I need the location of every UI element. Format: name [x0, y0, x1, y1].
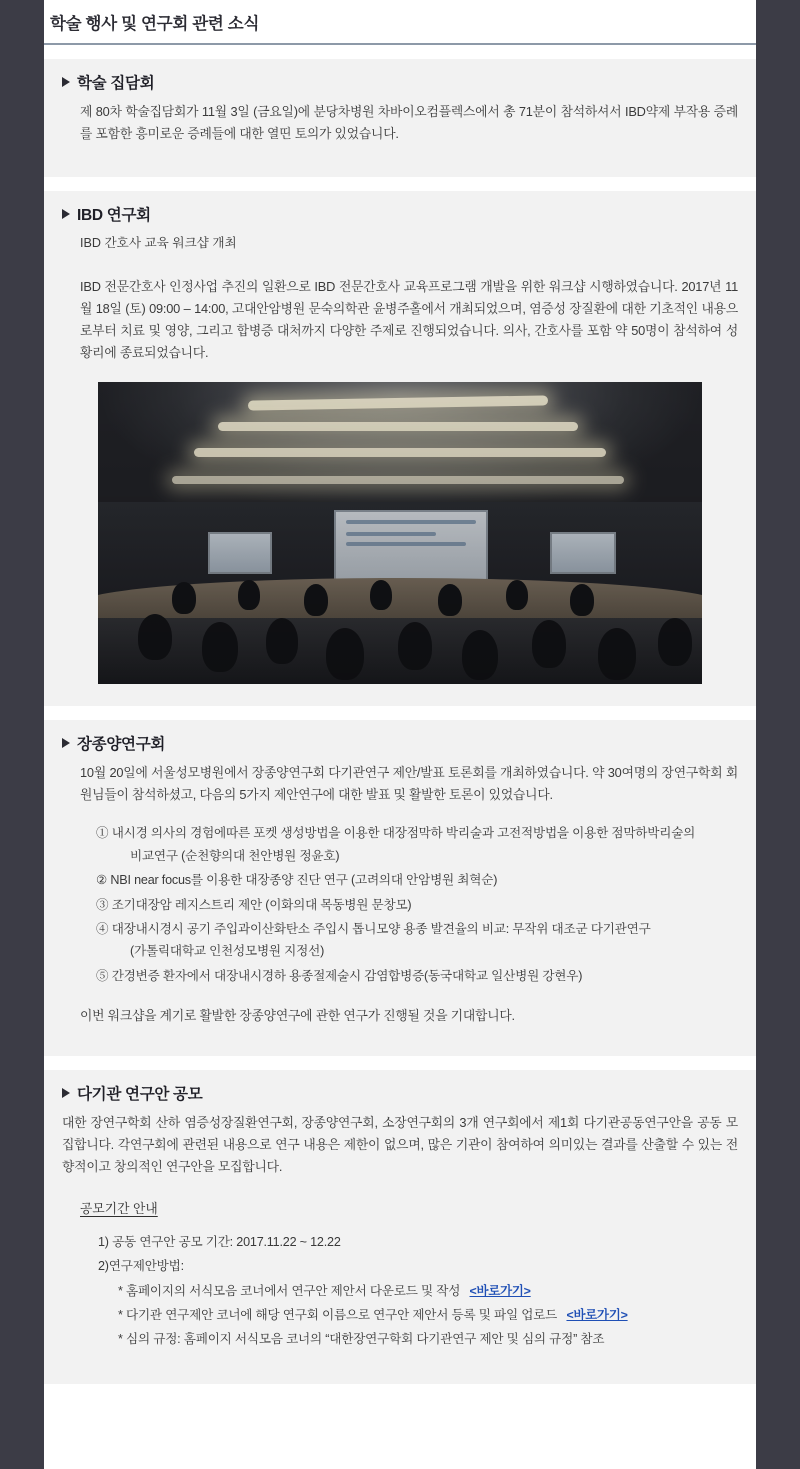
triangle-right-icon	[62, 1088, 70, 1098]
list-item-text: * 다기관 연구제안 코너에 해당 연구회 이름으로 연구안 제안서 등록 및 파일 업로드	[118, 1307, 558, 1322]
section-subtitle: IBD 간호사 교육 워크샵 개최	[80, 236, 237, 250]
list-item-marker: ⑤	[96, 968, 109, 983]
section-paragraph: 대한 장연구학회 산하 염증성장질환연구회, 장종양연구회, 소장연구회의 3개 연구회에서 제1회 다기관공동연구안을 공동 모집합니다. 각연구회에 관련된 내용으로 연구 내용은 제한이 없으며, 많은 기관이 참여하여 의미있는 결과를 산출할 수 있는 전향적이고 창의적인 연구안을 모집합니다.	[62, 1115, 738, 1175]
list-item-marker: ④	[96, 922, 109, 937]
section-title: 장종양연구회	[77, 736, 166, 754]
section-header	[62, 71, 738, 93]
list-item: 2)연구제안방법:	[98, 1258, 184, 1273]
section-closing-text: 이번 워크샵을 계기로 활발한 장종양연구에 관한 연구가 진행될 것을 기대합니다.	[80, 1008, 515, 1024]
list-item: 1) 공동 연구안 공모 기간: 2017.11.22 ~ 12.22	[98, 1235, 341, 1250]
photo-audience-head	[398, 622, 432, 670]
photo-side-screen	[550, 532, 616, 574]
photo-side-screen	[208, 532, 272, 574]
section-header	[62, 1082, 738, 1104]
go-link-form-download[interactable]: <바로가기>	[469, 1283, 531, 1298]
triangle-right-icon	[62, 209, 70, 219]
list-item-text: NBI near focus를 이용한 대장종양 진단 연구 (고려의대 안암병원 최혁순)	[110, 873, 498, 888]
spacer	[62, 145, 738, 159]
photo-audience-head	[532, 620, 566, 668]
workshop-photo	[98, 382, 702, 684]
photo-audience-head	[238, 580, 260, 610]
photo-audience-head	[438, 584, 462, 616]
list-item-text: * 홈페이지의 서식모음 코너에서 연구안 제안서 다운로드 및 작성	[118, 1283, 461, 1298]
list-item-text: 간경변증 환자에서 대장내시경하 용종절제술시 감염합병증(동국대학교 일산병원 강현우)	[111, 968, 583, 983]
application-period-list	[98, 1231, 738, 1278]
subsection-heading: 공모기간 안내	[80, 1201, 158, 1217]
list-item	[118, 1304, 738, 1328]
photo-screen-line	[346, 532, 436, 536]
photo-audience-head	[266, 618, 298, 664]
submission-method-list	[118, 1280, 738, 1352]
spacer	[62, 1024, 738, 1038]
photo-audience-head	[138, 614, 172, 660]
photo-audience-head	[202, 622, 238, 672]
triangle-right-icon	[62, 77, 70, 87]
section-paragraph: 10월 20일에 서울성모병원에서 장종양연구회 다기관연구 제안/발표 토론회를 개최하였습니다. 약 30여명의 장연구학회 회원님들이 참석하셨고, 다음의 5가지 제안연구에 대한 발표 및 활발한 토론이 있었습니다.	[80, 765, 738, 803]
photo-audience-head	[506, 580, 528, 610]
photo-audience-head	[658, 618, 692, 666]
photo-ceiling-light	[194, 448, 606, 457]
section-ibd-study-group	[44, 191, 756, 706]
section-intestinal-tumor-study-group	[44, 720, 756, 1056]
go-link-proposal-upload[interactable]: <바로가기>	[566, 1307, 628, 1322]
left-gutter	[0, 0, 44, 1469]
list-item	[118, 1280, 738, 1304]
list-item-marker: ①	[96, 826, 109, 841]
section-paragraph: 제 80차 학술집담회가 11월 3일 (금요일)에 분당차병원 차바이오컴플렉스에서 총 71분이 참석하셔서 IBD약제 부작용 증례를 포함한 흥미로운 증례들에 대한 열띤 토의가 있었습니다.	[80, 104, 738, 141]
photo-audience-head	[598, 628, 636, 680]
photo-ceiling-light	[172, 476, 624, 484]
section-title: 학술 집담회	[77, 75, 155, 92]
section-multicenter-research-call	[44, 1070, 756, 1383]
document-content	[44, 0, 756, 1384]
right-gutter	[756, 0, 800, 1469]
list-item	[118, 1328, 738, 1352]
photo-audience-head	[462, 630, 498, 680]
list-item-continuation: (가톨릭대학교 인천성모병원 지정선)	[130, 944, 325, 959]
list-item-marker: ③	[96, 897, 109, 912]
section-title: 다기관 연구안 공모	[77, 1086, 203, 1104]
list-item-text: 내시경 의사의 경험에따른 포켓 생성방법을 이용한 대장점막하 박리술과 고전적방법을 이용한 점막하박리술의	[111, 826, 696, 841]
photo-ceiling-light	[218, 422, 578, 431]
proposal-list	[96, 822, 738, 987]
section-header	[62, 732, 738, 754]
photo-audience-head	[370, 580, 392, 610]
list-item-marker: ②	[96, 873, 108, 888]
section-academic-meeting	[44, 59, 756, 177]
photo-audience-head	[326, 628, 364, 680]
list-item-text: * 심의 규정: 홈페이지 서식모음 코너의 “대한장연구학회 다기관연구 제안 및 심의 규정” 참조	[118, 1331, 605, 1346]
photo-audience-head	[172, 582, 196, 614]
photo-audience-head	[304, 584, 328, 616]
spacer	[62, 1352, 738, 1366]
list-item	[96, 869, 738, 891]
list-item-text: 조기대장암 레지스트리 제안 (이화의대 목동병원 문창모)	[111, 897, 412, 912]
list-item	[96, 965, 738, 987]
section-paragraph: IBD 전문간호사 인정사업 추진의 일환으로 IBD 전문간호사 교육프로그램 개발을 위한 워크샵 시행하였습니다. 2017년 11월 18일 (토) 09:00 – 14:00, 고대안암병원 문숙의학관 윤병주홀에서 개최되었으며, 염증성 장질환에 대한 기초적인 내용으로부터 치료 및 영양, 그리고 합병증 대처까지 다양한 주제로 진행되었습니다. 의사, 간호사를 포함 약 50명이 참석하여 성황리에 종료되었습니다.	[80, 279, 738, 361]
list-item	[96, 822, 738, 867]
workshop-photo-container	[62, 382, 738, 684]
photo-screen-line	[346, 542, 466, 546]
list-item-text: 대장내시경시 공기 주입과이산화탄소 주입시 톱니모양 용종 발견율의 비교: 무작위 대조군 다기관연구	[111, 922, 651, 937]
list-item	[96, 918, 738, 963]
photo-audience-head	[570, 584, 594, 616]
section-title: IBD 연구회	[77, 207, 151, 224]
photo-screen-line	[346, 520, 476, 524]
spacer	[62, 254, 738, 276]
section-header	[62, 203, 738, 225]
list-item	[96, 894, 738, 916]
list-item-continuation: 비교연구 (순천향의대 천안병원 정윤호)	[130, 848, 340, 863]
triangle-right-icon	[62, 738, 70, 748]
page-title: 학술 행사 및 연구회 관련 소식	[44, 0, 756, 45]
